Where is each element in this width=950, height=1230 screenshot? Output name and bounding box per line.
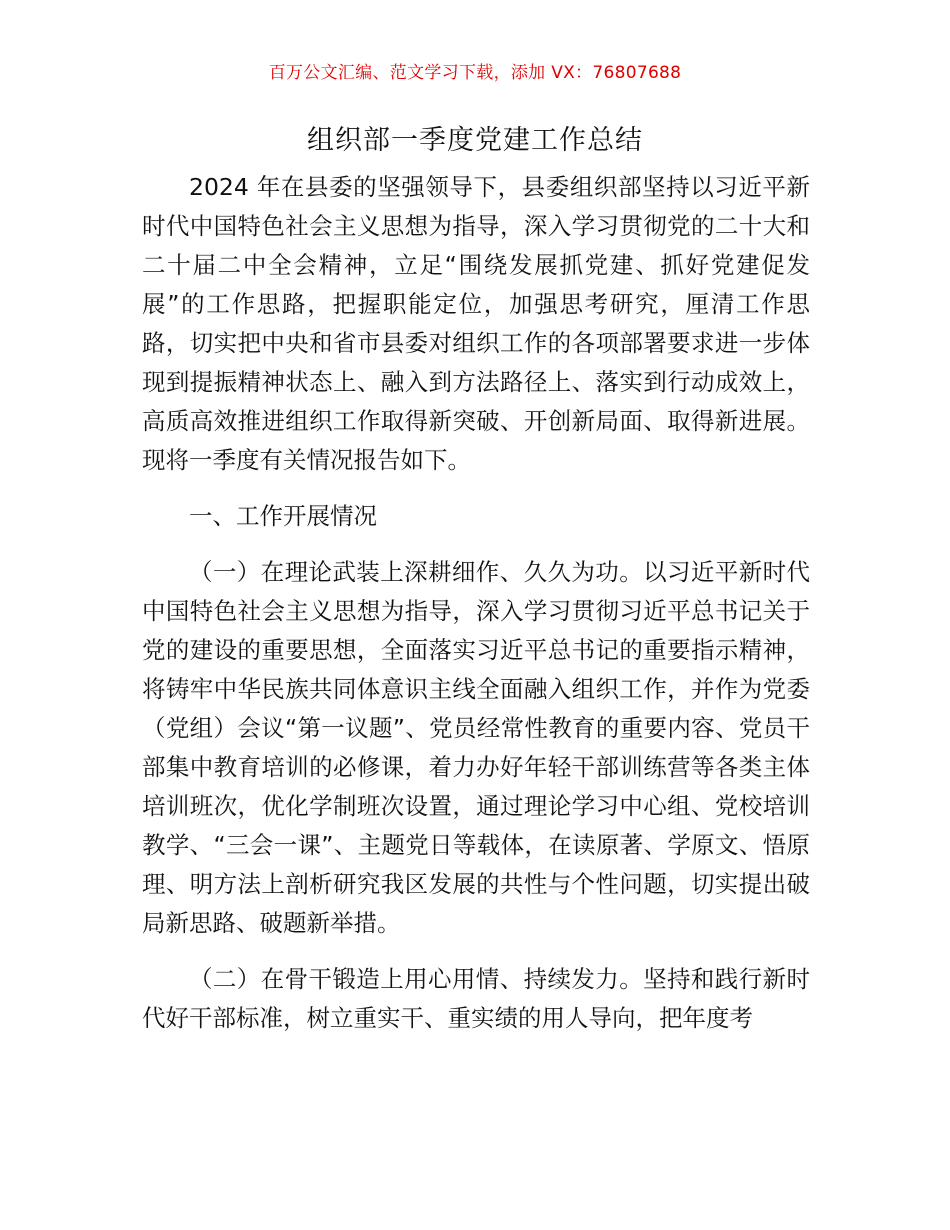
body-paragraph: （一）在理论武装上深耕细作、久久为功。以习近平新时代中国特色社会主义思想为指导，深入学习贯彻习近平总书记关于党的建设的重要思想，全面落实习近平总书记的重要指示精神，将铸牢中华民族共同体意识主线全面融入组织工作，并作为党委（党组）会议“第一议题”、党员经常性教育的重要内容、党员干部集中教育培训的必修课，着力办好年轻干部训练营等各类主体培训班次，优化学制班次设置，通过理论学习中心组、党校培训教学、“三会一课”、主题党日等载体，在读原著、学原文、悟原理、明方法上剖析研究我区发展的共性与个性问题，切实提出破局新思路、破题新举措。 xyxy=(142,558,810,937)
body-paragraph: （二）在骨干锻造上用心用情、持续发力。坚持和践行新时代好干部标准，树立重实干、重实绩的用人导向，把年度考 xyxy=(142,965,810,1032)
document-title: 组织部一季度党建工作总结 xyxy=(307,125,643,156)
document-body xyxy=(142,168,810,1038)
section-heading: 一、工作开展情况 xyxy=(189,502,377,530)
watermark-header: 百万公文汇编、范文学习下载，添加 VX：76807688 xyxy=(268,63,682,83)
intro-paragraph: 2024 年在县委的坚强领导下，县委组织部坚持以习近平新时代中国特色社会主义思想为指导，深入学习贯彻党的二十大和二十届二中全会精神，立足“围绕发展抓党建、抓好党建促发展”的工作思路，把握职能定位，加强思考研究，厘清工作思路，切实把中央和省市县委对组织工作的各项部署要求进一步体现到提振精神状态上、融入到方法路径上、落实到行动成效上，高质高效推进组织工作取得新突破、开创新局面、取得新进展。现将一季度有关情况报告如下。 xyxy=(142,173,810,474)
